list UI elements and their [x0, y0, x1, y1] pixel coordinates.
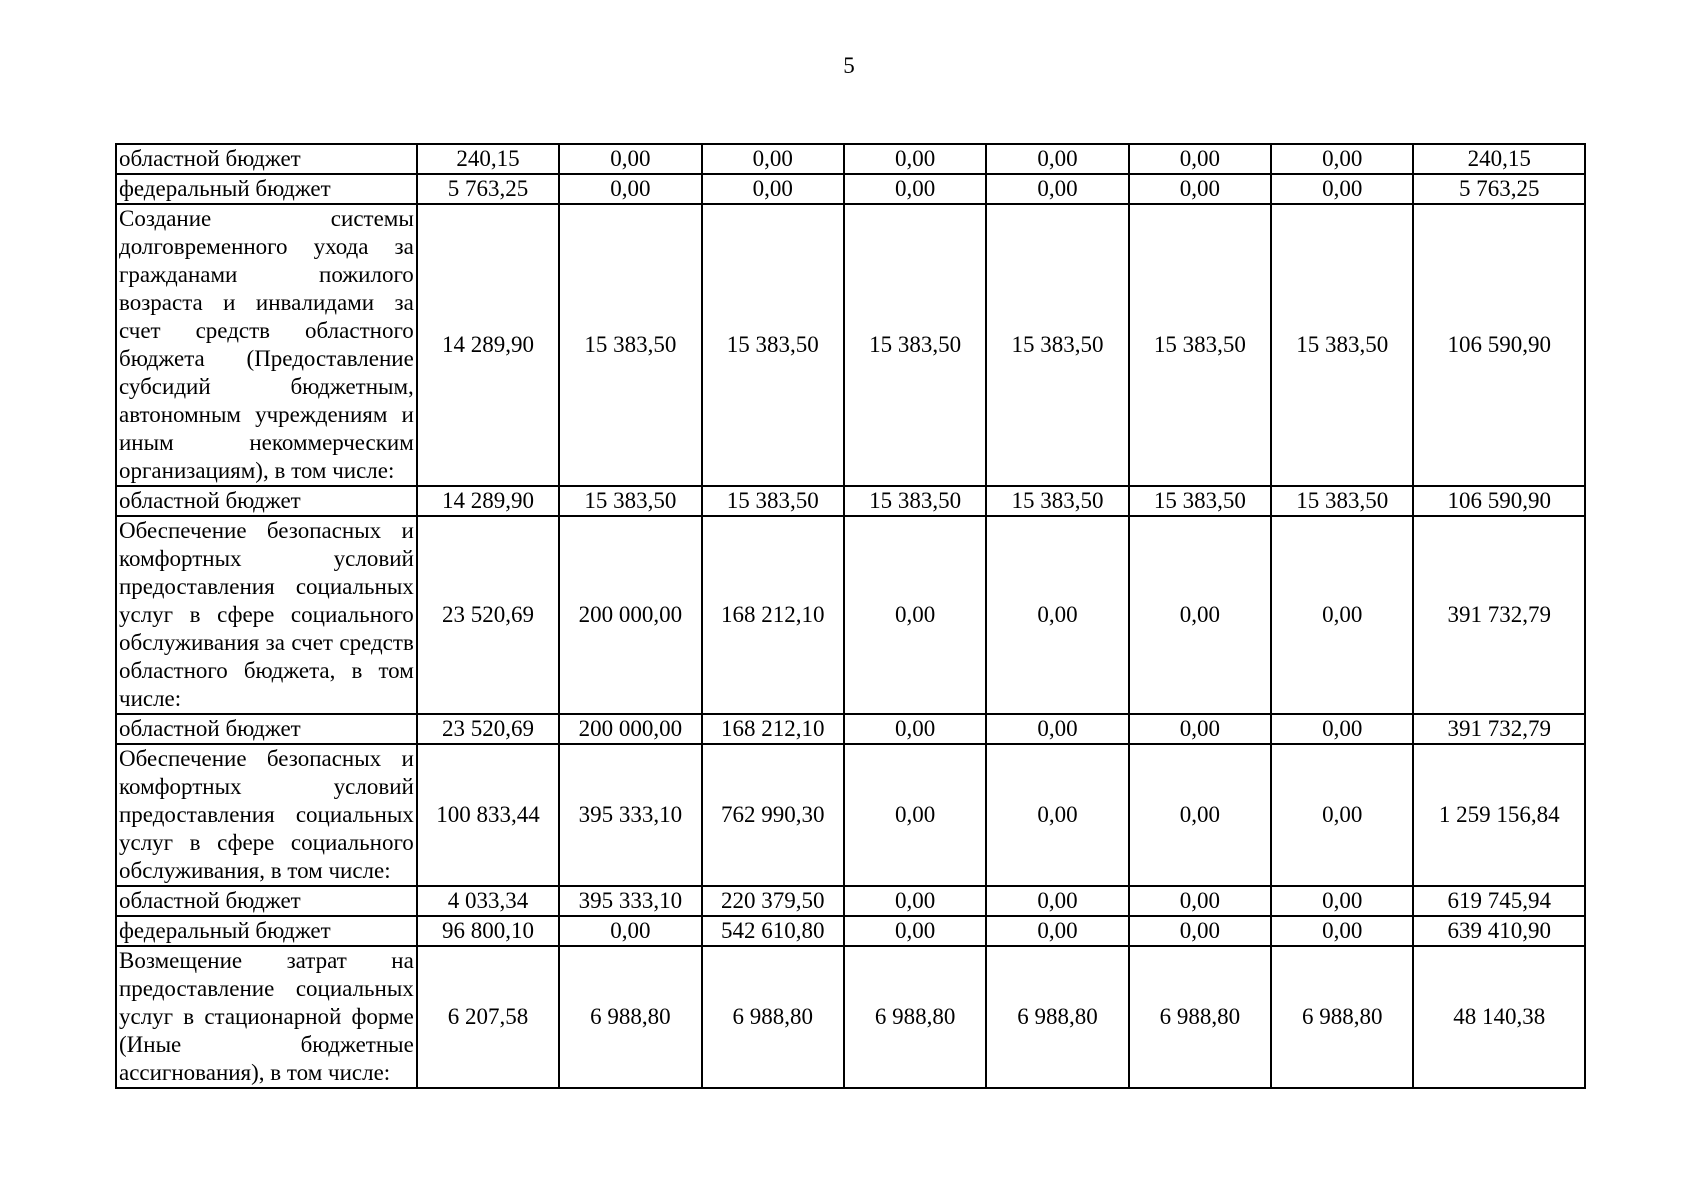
table-cell: 14 289,90 — [417, 204, 559, 486]
table-cell: 6 988,80 — [986, 946, 1128, 1088]
table-cell: 100 833,44 — [417, 744, 559, 886]
row-label: Обеспечение безопасных и комфортных условий предоставления социальных услуг в сфере социального обслуживания за счет средств областного бюджета, в том числе: — [116, 516, 417, 714]
table-cell: 4 033,34 — [417, 886, 559, 916]
total-cell: 619 745,94 — [1413, 886, 1585, 916]
table-cell: 6 988,80 — [702, 946, 844, 1088]
table-cell: 15 383,50 — [1129, 486, 1271, 516]
table-cell: 0,00 — [986, 886, 1128, 916]
table-cell: 0,00 — [844, 714, 986, 744]
table-cell: 0,00 — [986, 174, 1128, 204]
table-cell: 0,00 — [844, 144, 986, 174]
table-cell: 762 990,30 — [702, 744, 844, 886]
table-cell: 0,00 — [986, 144, 1128, 174]
table-cell: 200 000,00 — [559, 714, 701, 744]
table-row — [116, 886, 1585, 916]
table-cell: 0,00 — [844, 886, 986, 916]
row-label: Обеспечение безопасных и комфортных условий предоставления социальных услуг в сфере социального обслуживания, в том числе: — [116, 744, 417, 886]
table-cell: 395 333,10 — [559, 886, 701, 916]
row-label: областной бюджет — [116, 144, 417, 174]
table-cell: 6 988,80 — [559, 946, 701, 1088]
table-cell: 0,00 — [844, 174, 986, 204]
table-cell: 0,00 — [1129, 916, 1271, 946]
table-cell: 0,00 — [1271, 714, 1413, 744]
table-cell: 15 383,50 — [844, 204, 986, 486]
table-cell: 0,00 — [844, 516, 986, 714]
total-cell: 391 732,79 — [1413, 714, 1585, 744]
table-cell: 0,00 — [559, 144, 701, 174]
table-cell: 395 333,10 — [559, 744, 701, 886]
total-cell: 48 140,38 — [1413, 946, 1585, 1088]
total-cell: 106 590,90 — [1413, 486, 1585, 516]
total-cell: 391 732,79 — [1413, 516, 1585, 714]
table-cell: 0,00 — [559, 174, 701, 204]
row-label: федеральный бюджет — [116, 916, 417, 946]
row-label: Возмещение затрат на предоставление социальных услуг в стационарной форме (Иные бюджетные ассигнования), в том числе: — [116, 946, 417, 1088]
row-label: областной бюджет — [116, 886, 417, 916]
total-cell: 639 410,90 — [1413, 916, 1585, 946]
table-cell: 15 383,50 — [702, 204, 844, 486]
table-cell: 0,00 — [986, 916, 1128, 946]
table-cell: 15 383,50 — [844, 486, 986, 516]
table-row — [116, 516, 1585, 714]
table-cell: 0,00 — [986, 714, 1128, 744]
table-cell: 0,00 — [1129, 886, 1271, 916]
table-cell: 0,00 — [1271, 886, 1413, 916]
table-cell: 0,00 — [1129, 174, 1271, 204]
table-cell: 0,00 — [986, 516, 1128, 714]
table-cell: 6 988,80 — [844, 946, 986, 1088]
table-row — [116, 144, 1585, 174]
table-cell: 15 383,50 — [1271, 486, 1413, 516]
table-cell: 0,00 — [1271, 916, 1413, 946]
table-cell: 6 988,80 — [1271, 946, 1413, 1088]
table-row — [116, 946, 1585, 1088]
row-label: областной бюджет — [116, 486, 417, 516]
table-cell: 542 610,80 — [702, 916, 844, 946]
table-cell: 15 383,50 — [559, 486, 701, 516]
table-row — [116, 916, 1585, 946]
table-cell: 0,00 — [559, 916, 701, 946]
table-cell: 6 988,80 — [1129, 946, 1271, 1088]
table-cell: 15 383,50 — [986, 204, 1128, 486]
table-cell: 220 379,50 — [702, 886, 844, 916]
table-cell: 168 212,10 — [702, 714, 844, 744]
table-cell: 15 383,50 — [559, 204, 701, 486]
table-cell: 0,00 — [1271, 516, 1413, 714]
table-cell: 5 763,25 — [417, 174, 559, 204]
table-cell: 15 383,50 — [986, 486, 1128, 516]
budget-table — [115, 143, 1586, 1089]
table-cell: 0,00 — [1129, 144, 1271, 174]
table-cell: 15 383,50 — [1129, 204, 1271, 486]
total-cell: 106 590,90 — [1413, 204, 1585, 486]
table-cell: 0,00 — [1271, 174, 1413, 204]
row-label: областной бюджет — [116, 714, 417, 744]
table-cell: 0,00 — [1129, 714, 1271, 744]
page-number: 5 — [843, 53, 855, 78]
table-cell: 0,00 — [702, 174, 844, 204]
table-row — [116, 204, 1585, 486]
table-cell: 23 520,69 — [417, 516, 559, 714]
table-cell: 0,00 — [1129, 744, 1271, 886]
table-cell: 23 520,69 — [417, 714, 559, 744]
table-cell: 96 800,10 — [417, 916, 559, 946]
table-cell: 15 383,50 — [702, 486, 844, 516]
table-cell: 0,00 — [1271, 144, 1413, 174]
table-cell: 0,00 — [986, 744, 1128, 886]
table-cell: 0,00 — [702, 144, 844, 174]
table-cell: 200 000,00 — [559, 516, 701, 714]
table-cell: 0,00 — [1129, 516, 1271, 714]
table-cell: 240,15 — [417, 144, 559, 174]
total-cell: 5 763,25 — [1413, 174, 1585, 204]
table-cell: 6 207,58 — [417, 946, 559, 1088]
total-cell: 1 259 156,84 — [1413, 744, 1585, 886]
table-cell: 168 212,10 — [702, 516, 844, 714]
table-cell: 0,00 — [844, 916, 986, 946]
table-cell: 0,00 — [844, 744, 986, 886]
table-cell: 14 289,90 — [417, 486, 559, 516]
table-row — [116, 714, 1585, 744]
table-row — [116, 174, 1585, 204]
table-row — [116, 486, 1585, 516]
table-cell: 15 383,50 — [1271, 204, 1413, 486]
row-label: федеральный бюджет — [116, 174, 417, 204]
total-cell: 240,15 — [1413, 144, 1585, 174]
table-row — [116, 744, 1585, 886]
table-cell: 0,00 — [1271, 744, 1413, 886]
row-label: Создание системы долговременного ухода за гражданами пожилого возраста и инвалидами за счет средств областного бюджета (Предоставление субсидий бюджетным, автономным учреждениям и иным некоммерческим организациям), в том числе: — [116, 204, 417, 486]
